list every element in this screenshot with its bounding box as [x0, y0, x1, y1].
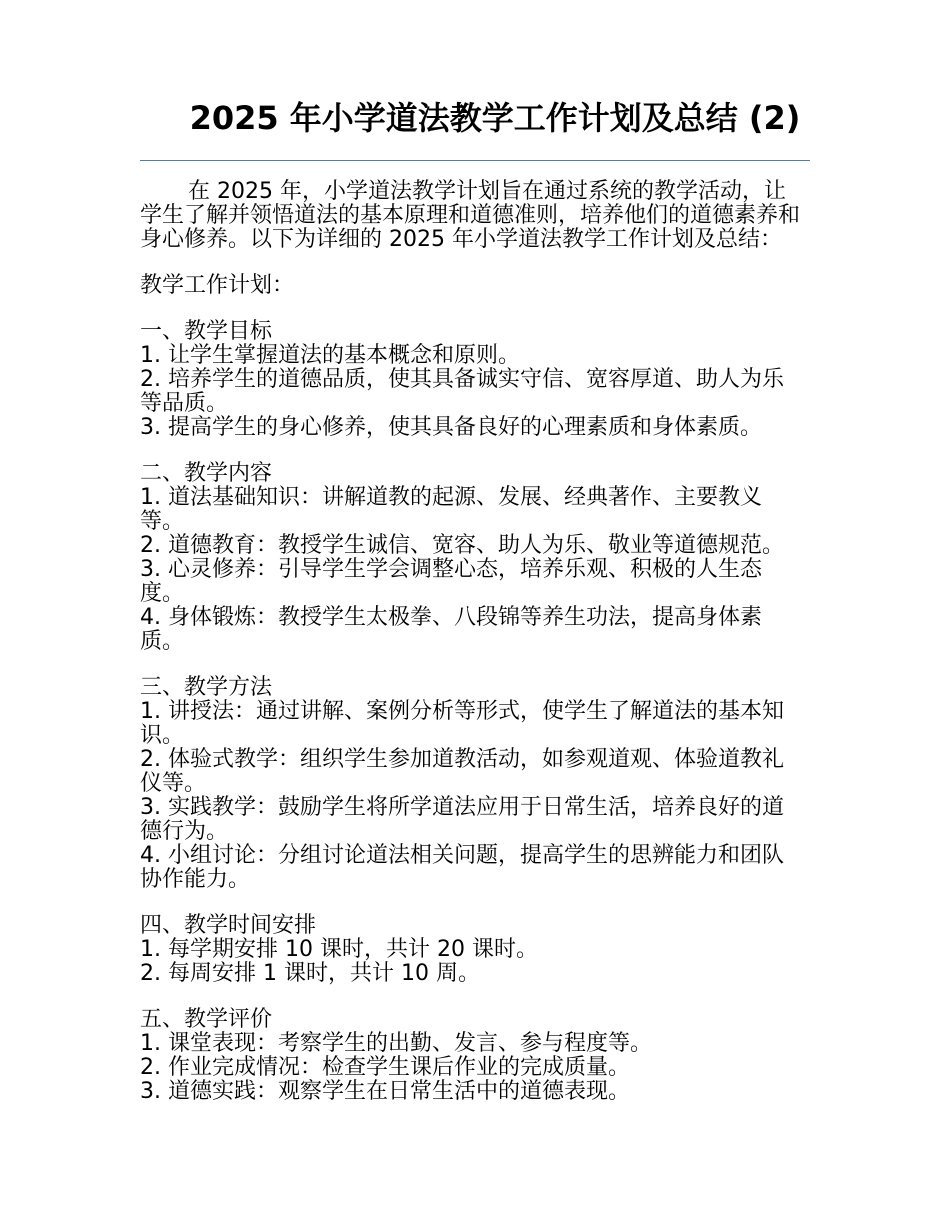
intro-paragraph: 在 2025 年，小学道法教学计划旨在通过系统的教学活动，让学生了解并领悟道法的基本原理和道德准则，培养他们的道德素养和身心修养。以下为详细的 2025 年小学道法教学工作计划及总结：: [140, 179, 801, 252]
list-item: 2. 每周安排 1 课时，共计 10 周。: [140, 961, 480, 986]
list-item: 3. 提高学生的身心修养，使其具备良好的心理素质和身体素质。: [140, 415, 762, 440]
section-teaching-goals: [140, 320, 805, 440]
list-item: 1. 道法基础知识：讲解道教的起源、发展、经典著作、主要教义等。: [140, 485, 762, 534]
section-teaching-methods: [140, 676, 805, 892]
section-schedule: [140, 914, 805, 986]
list-item: 3. 道德实践：观察学生在日常生活中的道德表现。: [140, 1079, 630, 1104]
list-item: 1. 每学期安排 10 课时，共计 20 课时。: [140, 937, 538, 962]
list-item: 3. 实践教学：鼓励学生将所学道法应用于日常生活，培养良好的道德行为。: [140, 795, 784, 844]
section-teaching-content: [140, 462, 805, 654]
title-divider: [140, 160, 810, 161]
section-heading: 四、教学时间安排: [140, 913, 317, 938]
section-heading: 一、教学目标: [140, 319, 273, 344]
list-item: 1. 课堂表现：考察学生的出勤、发言、参与程度等。: [140, 1031, 652, 1056]
plan-heading: 教学工作计划：: [140, 273, 295, 298]
list-item: 1. 讲授法：通过讲解、案例分析等形式，使学生了解道法的基本知识。: [140, 699, 784, 748]
document-body: [140, 180, 805, 1104]
list-item: 4. 小组讨论：分组讨论道法相关问题，提高学生的思辨能力和团队协作能力。: [140, 843, 784, 892]
list-item: 4. 身体锻炼：教授学生太极拳、八段锦等养生功法，提高身体素质。: [140, 605, 762, 654]
list-item: 2. 体验式教学：组织学生参加道教活动，如参观道观、体验道教礼仪等。: [140, 747, 784, 796]
list-item: 2. 作业完成情况：检查学生课后作业的完成质量。: [140, 1055, 630, 1080]
list-item: 3. 心灵修养：引导学生学会调整心态，培养乐观、积极的人生态度。: [140, 557, 762, 606]
section-heading: 五、教学评价: [140, 1007, 273, 1032]
document-title: 2025 年小学道法教学工作计划及总结 (2): [189, 99, 801, 137]
list-item: 1. 让学生掌握道法的基本概念和原则。: [140, 343, 520, 368]
list-item: 2. 培养学生的道德品质，使其具备诚实守信、宽容厚道、助人为乐等品质。: [140, 367, 784, 416]
section-heading: 二、教学内容: [140, 461, 273, 486]
list-item: 2. 道德教育：教授学生诚信、宽容、助人为乐、敬业等道德规范。: [140, 533, 784, 558]
section-evaluation: [140, 1008, 805, 1104]
section-heading: 三、教学方法: [140, 675, 273, 700]
